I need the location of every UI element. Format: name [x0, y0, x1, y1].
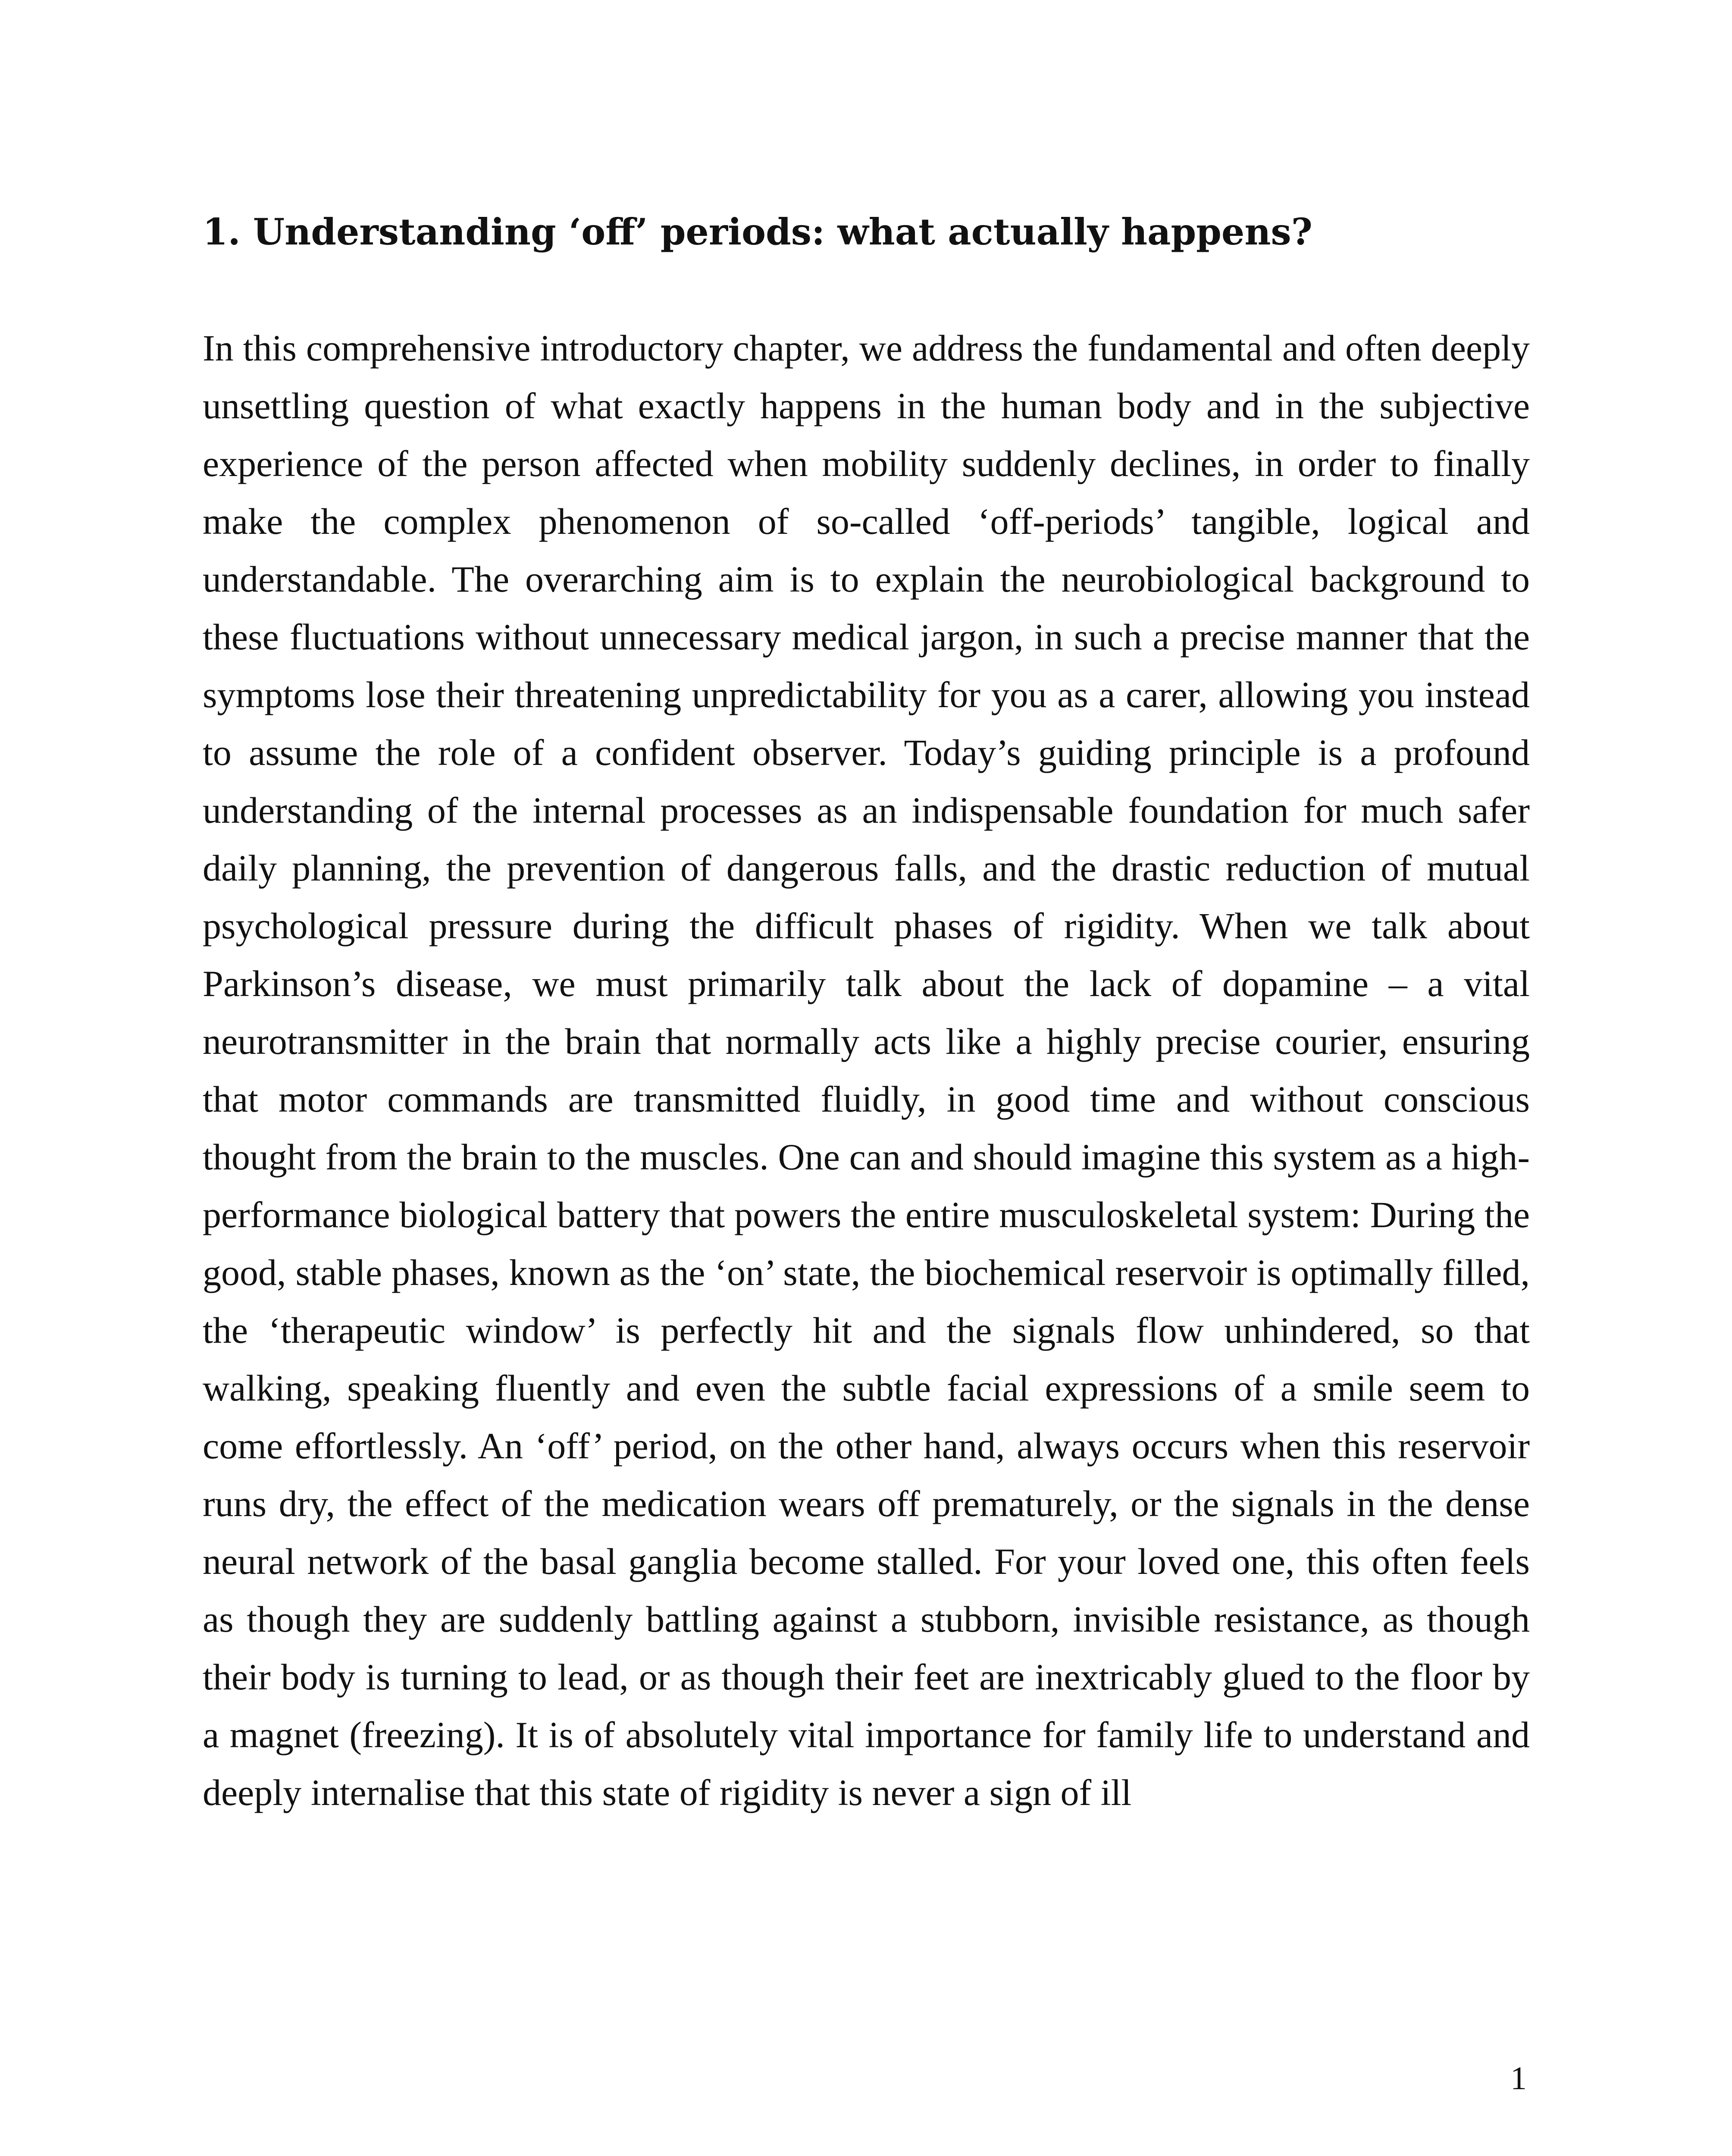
chapter-title: 1. Understanding ‘off’ periods: what actually happens? — [203, 210, 1312, 253]
page-number: 1 — [1510, 2060, 1527, 2096]
body-paragraph: In this comprehensive introductory chapter, we address the fundamental and often deeply unsettling question of what exactly happens in the human body and in the subjective experience of the person affected when mobility suddenly declines, in order to finally make the complex phenomenon of so-called ‘off-periods’ tangible, logical and understandable. The overarching aim is to explain the neurobiological background to these fluctuations without unnecessary medical jargon, in such a precise manner that the symptoms lose their threatening unpredictability for you as a carer, allowing you instead to assume the role of a confident observer. Today’s guiding principle is a profound understanding of the internal processes as an indispensable foundation for much safer daily planning, the prevention of dangerous falls, and the drastic reduction of mutual psychological pressure during the difficult phases of rigidity. When we talk about Parkinson’s disease, we must primarily talk about the lack of dopamine – a vital neurotransmitter in the brain that normally acts like a highly precise courier, ensuring that motor commands are transmitted fluidly, in good time and without conscious thought from the brain to the muscles. One can and should imagine this system as a high-performance biological battery that powers the entire musculoskeletal system: During the good, stable phases, known as the ‘on’ state, the biochemical reservoir is optimally filled, the ‘therapeutic window’ is perfectly hit and the signals flow unhindered, so that walking, speaking fluently and even the subtle facial expressions of a smile seem to come effortlessly. An ‘off’ period, on the other hand, always occurs when this reservoir runs dry, the effect of the medication wears off prematurely, or the signals in the dense neural network of the basal ganglia become stalled. For your loved one, this often feels as though they are suddenly battling against a stubborn, invisible resistance, as though their body is turning to lead, or as though their feet are inextricably glued to the floor by a magnet (freezing). It is of absolutely vital importance for family life to understand and deeply internalise that this state of rigidity is never a sign of ill — [203, 327, 1530, 1813]
